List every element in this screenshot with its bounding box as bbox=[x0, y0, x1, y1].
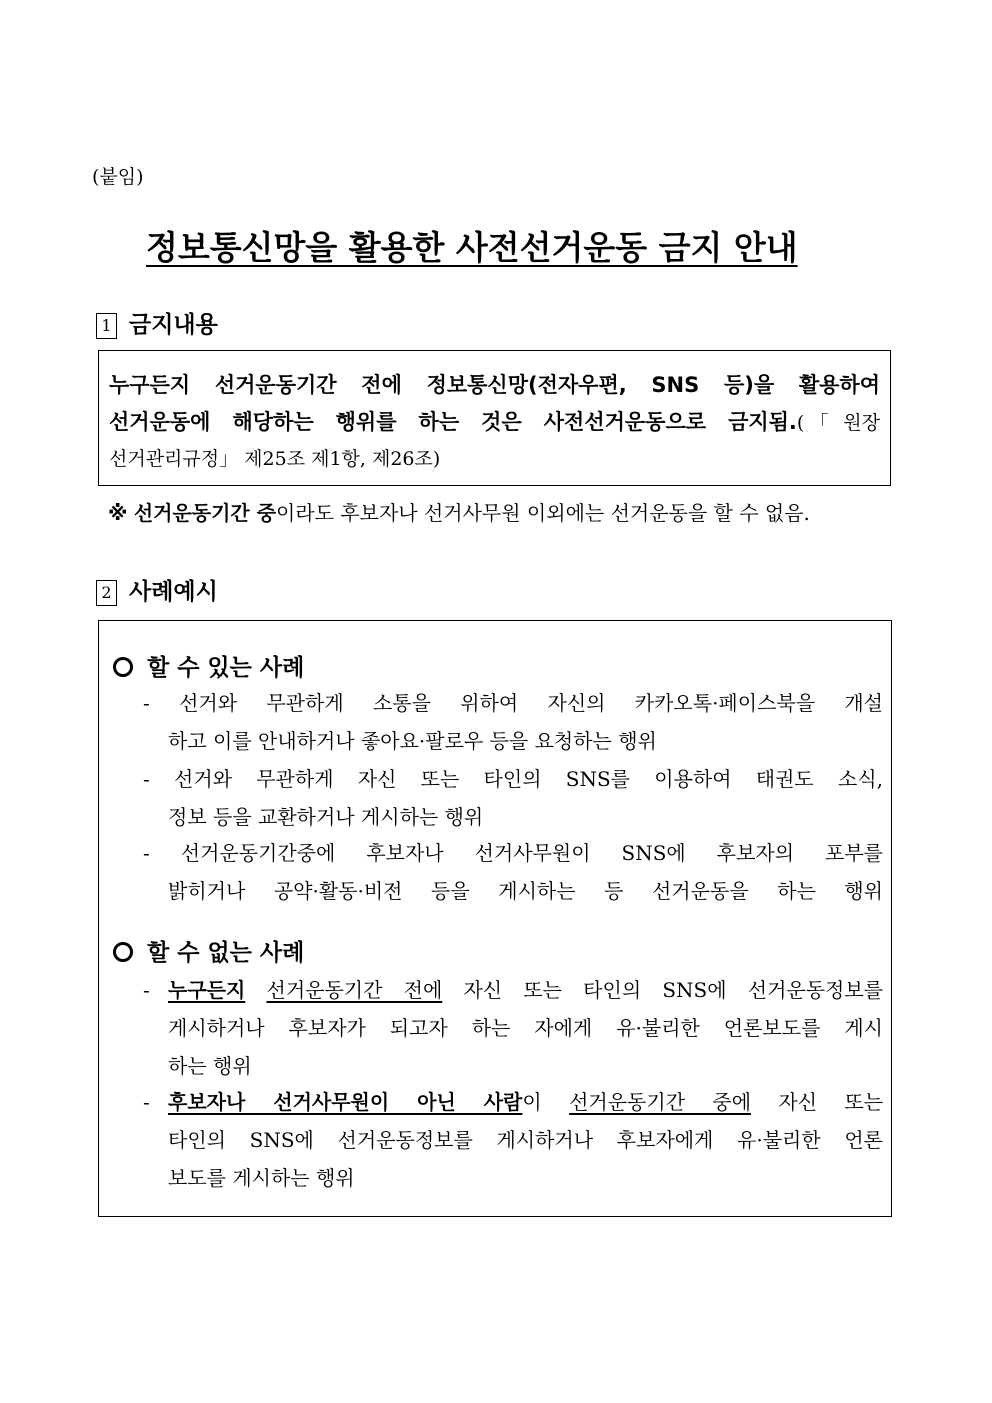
forbidden-item-2-line-3: 보도를 게시하는 행위 bbox=[168, 1166, 355, 1190]
allowed-item-3-line-2: 밝히거나 공약·활동·비전 등을 게시하는 등 선거운동을 하는 행위 bbox=[168, 879, 883, 903]
note-mark: ※ bbox=[108, 501, 128, 525]
underlined-text: 선거운동기간 전에 bbox=[266, 978, 443, 1002]
dash: - bbox=[143, 978, 150, 1002]
page-title: 정보통신망을 활용한 사전선거운동 금지 안내 bbox=[146, 228, 798, 267]
note-rest: 이라도 후보자나 선거사무원 이외에는 선거운동을 할 수 없음. bbox=[276, 501, 810, 525]
allowed-item-2-line-2: 정보 등을 교환하거나 게시하는 행위 bbox=[168, 805, 484, 829]
section1-number: 1 bbox=[96, 313, 117, 339]
prohibition-citation-start: (「원장 bbox=[796, 412, 880, 434]
forbidden-item-1-line-2: 게시하거나 후보자가 되고자 하는 자에게 유·불리한 언론보도를 게시 bbox=[168, 1016, 883, 1040]
examples-box bbox=[98, 620, 892, 1217]
underlined-bold-text: 후보자나 선거사무원이 아닌 사람 bbox=[168, 1090, 523, 1114]
section2-number: 2 bbox=[96, 580, 117, 606]
forbidden-item-1 bbox=[143, 971, 883, 1085]
allowed-item-1 bbox=[143, 684, 883, 760]
dash: - bbox=[143, 1090, 150, 1114]
text: 자신 또는 타인의 SNS에 선거운동정보를 bbox=[463, 978, 884, 1002]
allowed-item-3-line-1: - 선거운동기간중에 후보자나 선거사무원이 SNS에 후보자의 포부를 bbox=[143, 841, 883, 865]
text: 자신 또는 bbox=[778, 1090, 884, 1114]
note-bold: 선거운동기간 중 bbox=[133, 501, 277, 525]
forbidden-item-2-line-2: 타인의 SNS에 선거운동정보를 게시하거나 후보자에게 유·불리한 언론 bbox=[168, 1128, 883, 1152]
forbidden-item-1-line-1 bbox=[143, 971, 883, 1009]
prohibition-line-3: 선거관리규정」 제25조 제1항, 제26조) bbox=[109, 448, 441, 470]
note bbox=[108, 497, 890, 526]
attachment-label: (붙임) bbox=[92, 166, 144, 188]
forbidden-item-2 bbox=[143, 1083, 883, 1197]
forbidden-item-1-line-3: 하는 행위 bbox=[168, 1054, 252, 1078]
section2-heading bbox=[96, 573, 218, 606]
underlined-text: 선거운동기간 중에 bbox=[569, 1090, 752, 1114]
allowed-item-3 bbox=[143, 834, 883, 910]
particle: 이 bbox=[522, 1090, 542, 1114]
allowed-heading: 할 수 있는 사례 bbox=[109, 649, 304, 682]
circle-bullet-icon bbox=[113, 942, 133, 962]
section2-title: 사례예시 bbox=[129, 579, 218, 605]
prohibition-line-2 bbox=[109, 404, 880, 442]
allowed-item-2-line-1: - 선거와 무관하게 자신 또는 타인의 SNS를 이용하여 태권도 소식, bbox=[143, 767, 883, 791]
forbidden-heading: 할 수 없는 사례 bbox=[109, 934, 304, 967]
prohibition-line-1: 누구든지 선거운동기간 전에 정보통신망(전자우편, SNS 등)을 활용하여 bbox=[109, 373, 880, 397]
section1-heading bbox=[96, 306, 218, 339]
allowed-item-1-line-1: - 선거와 무관하게 소통을 위하여 자신의 카카오톡·페이스북을 개설 bbox=[143, 691, 883, 715]
forbidden-item-2-line-1 bbox=[143, 1083, 883, 1121]
underlined-bold-text: 누구든지 bbox=[168, 978, 246, 1002]
allowed-item-1-line-2: 하고 이를 안내하거나 좋아요·팔로우 등을 요청하는 행위 bbox=[168, 729, 657, 753]
prohibition-box bbox=[98, 350, 891, 486]
allowed-item-2 bbox=[143, 760, 883, 836]
circle-bullet-icon bbox=[113, 657, 133, 677]
section1-title: 금지내용 bbox=[129, 312, 218, 338]
prohibition-bold-text: 선거운동에 해당하는 행위를 하는 것은 사전선거운동으로 금지됨. bbox=[109, 410, 797, 434]
